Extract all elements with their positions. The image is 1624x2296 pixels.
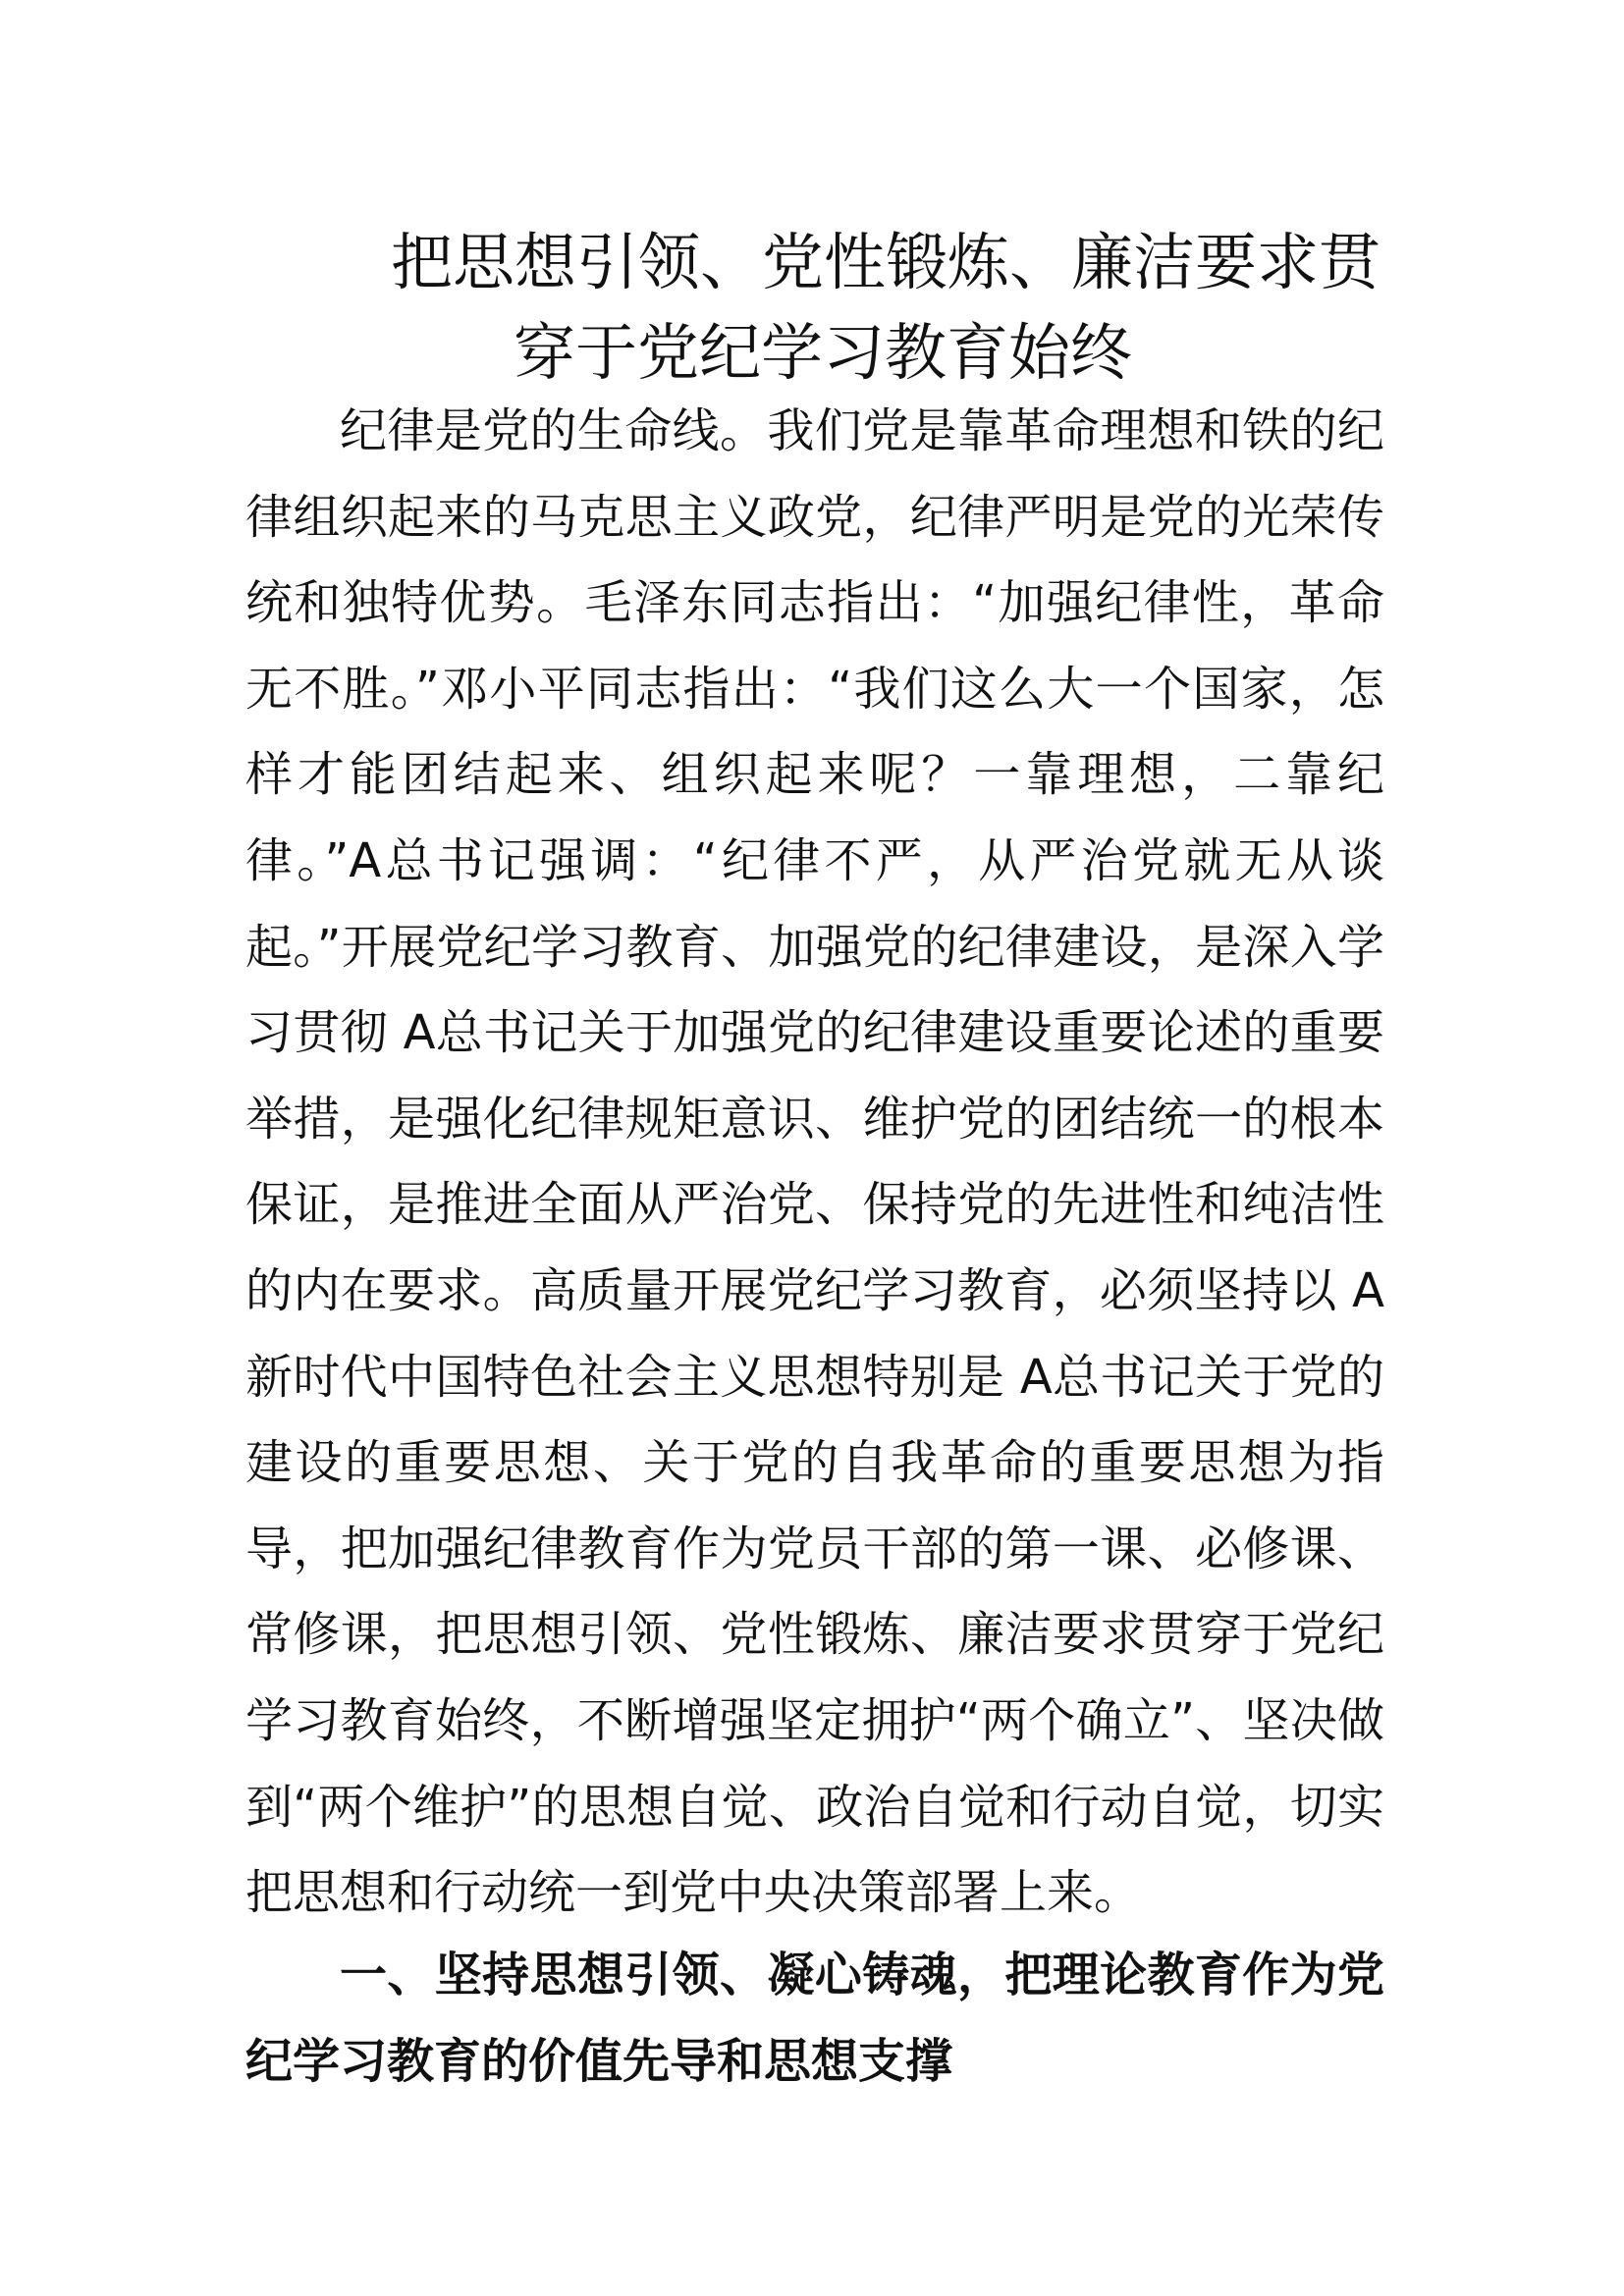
body-paragraph: 纪律是党的生命线。我们党是靠革命理想和铁的纪律组织起来的马克思主义政党，纪律严明是党的光荣传统和独特优势。毛泽东同志指出：“加强纪律性，革命无不胜。”邓小平同志指出：“我们这么大一个国家，怎样才能团结起来、组织起来呢？一靠理想，二靠纪律。”A总书记强调：“纪律不严，从严治党就无从谈起。”开展党纪学习教育、加强党的纪律建设，是深入学习贯彻 A总书记关于加强党的纪律建设重要论述的重要举措，是强化纪律规矩意识、维护党的团结统一的根本保证，是推进全面从严治党、保持党的先进性和纯洁性的内在要求。高质量开展党纪学习教育，必须坚持以 A新时代中国特色社会主义思想特别是 A总书记关于党的建设的重要思想、关于党的自我革命的重要思想为指导，把加强纪律教育作为党员干部的第一课、必修课、常修课，把思想引领、党性锻炼、廉洁要求贯穿于党纪学习教育始终，不断增强坚定拥护“两个确立”、坚决做到“两个维护”的思想自觉、政治自觉和行动自觉，切实把思想和行动统一到党中央决策部署上来。 [245,403,1384,1921]
document-title [245,218,1384,399]
body-text [245,389,1384,1937]
title-line-1: 把思想引领、党性锻炼、廉洁要求贯 [391,227,1380,298]
title-line-2: 穿于党纪学习教育始终 [514,317,1132,389]
section-heading-1: 一、坚持思想引领、凝心铸魂，把理论教育作为党纪学习教育的价值先导和思想支撑 [245,1948,1384,2089]
